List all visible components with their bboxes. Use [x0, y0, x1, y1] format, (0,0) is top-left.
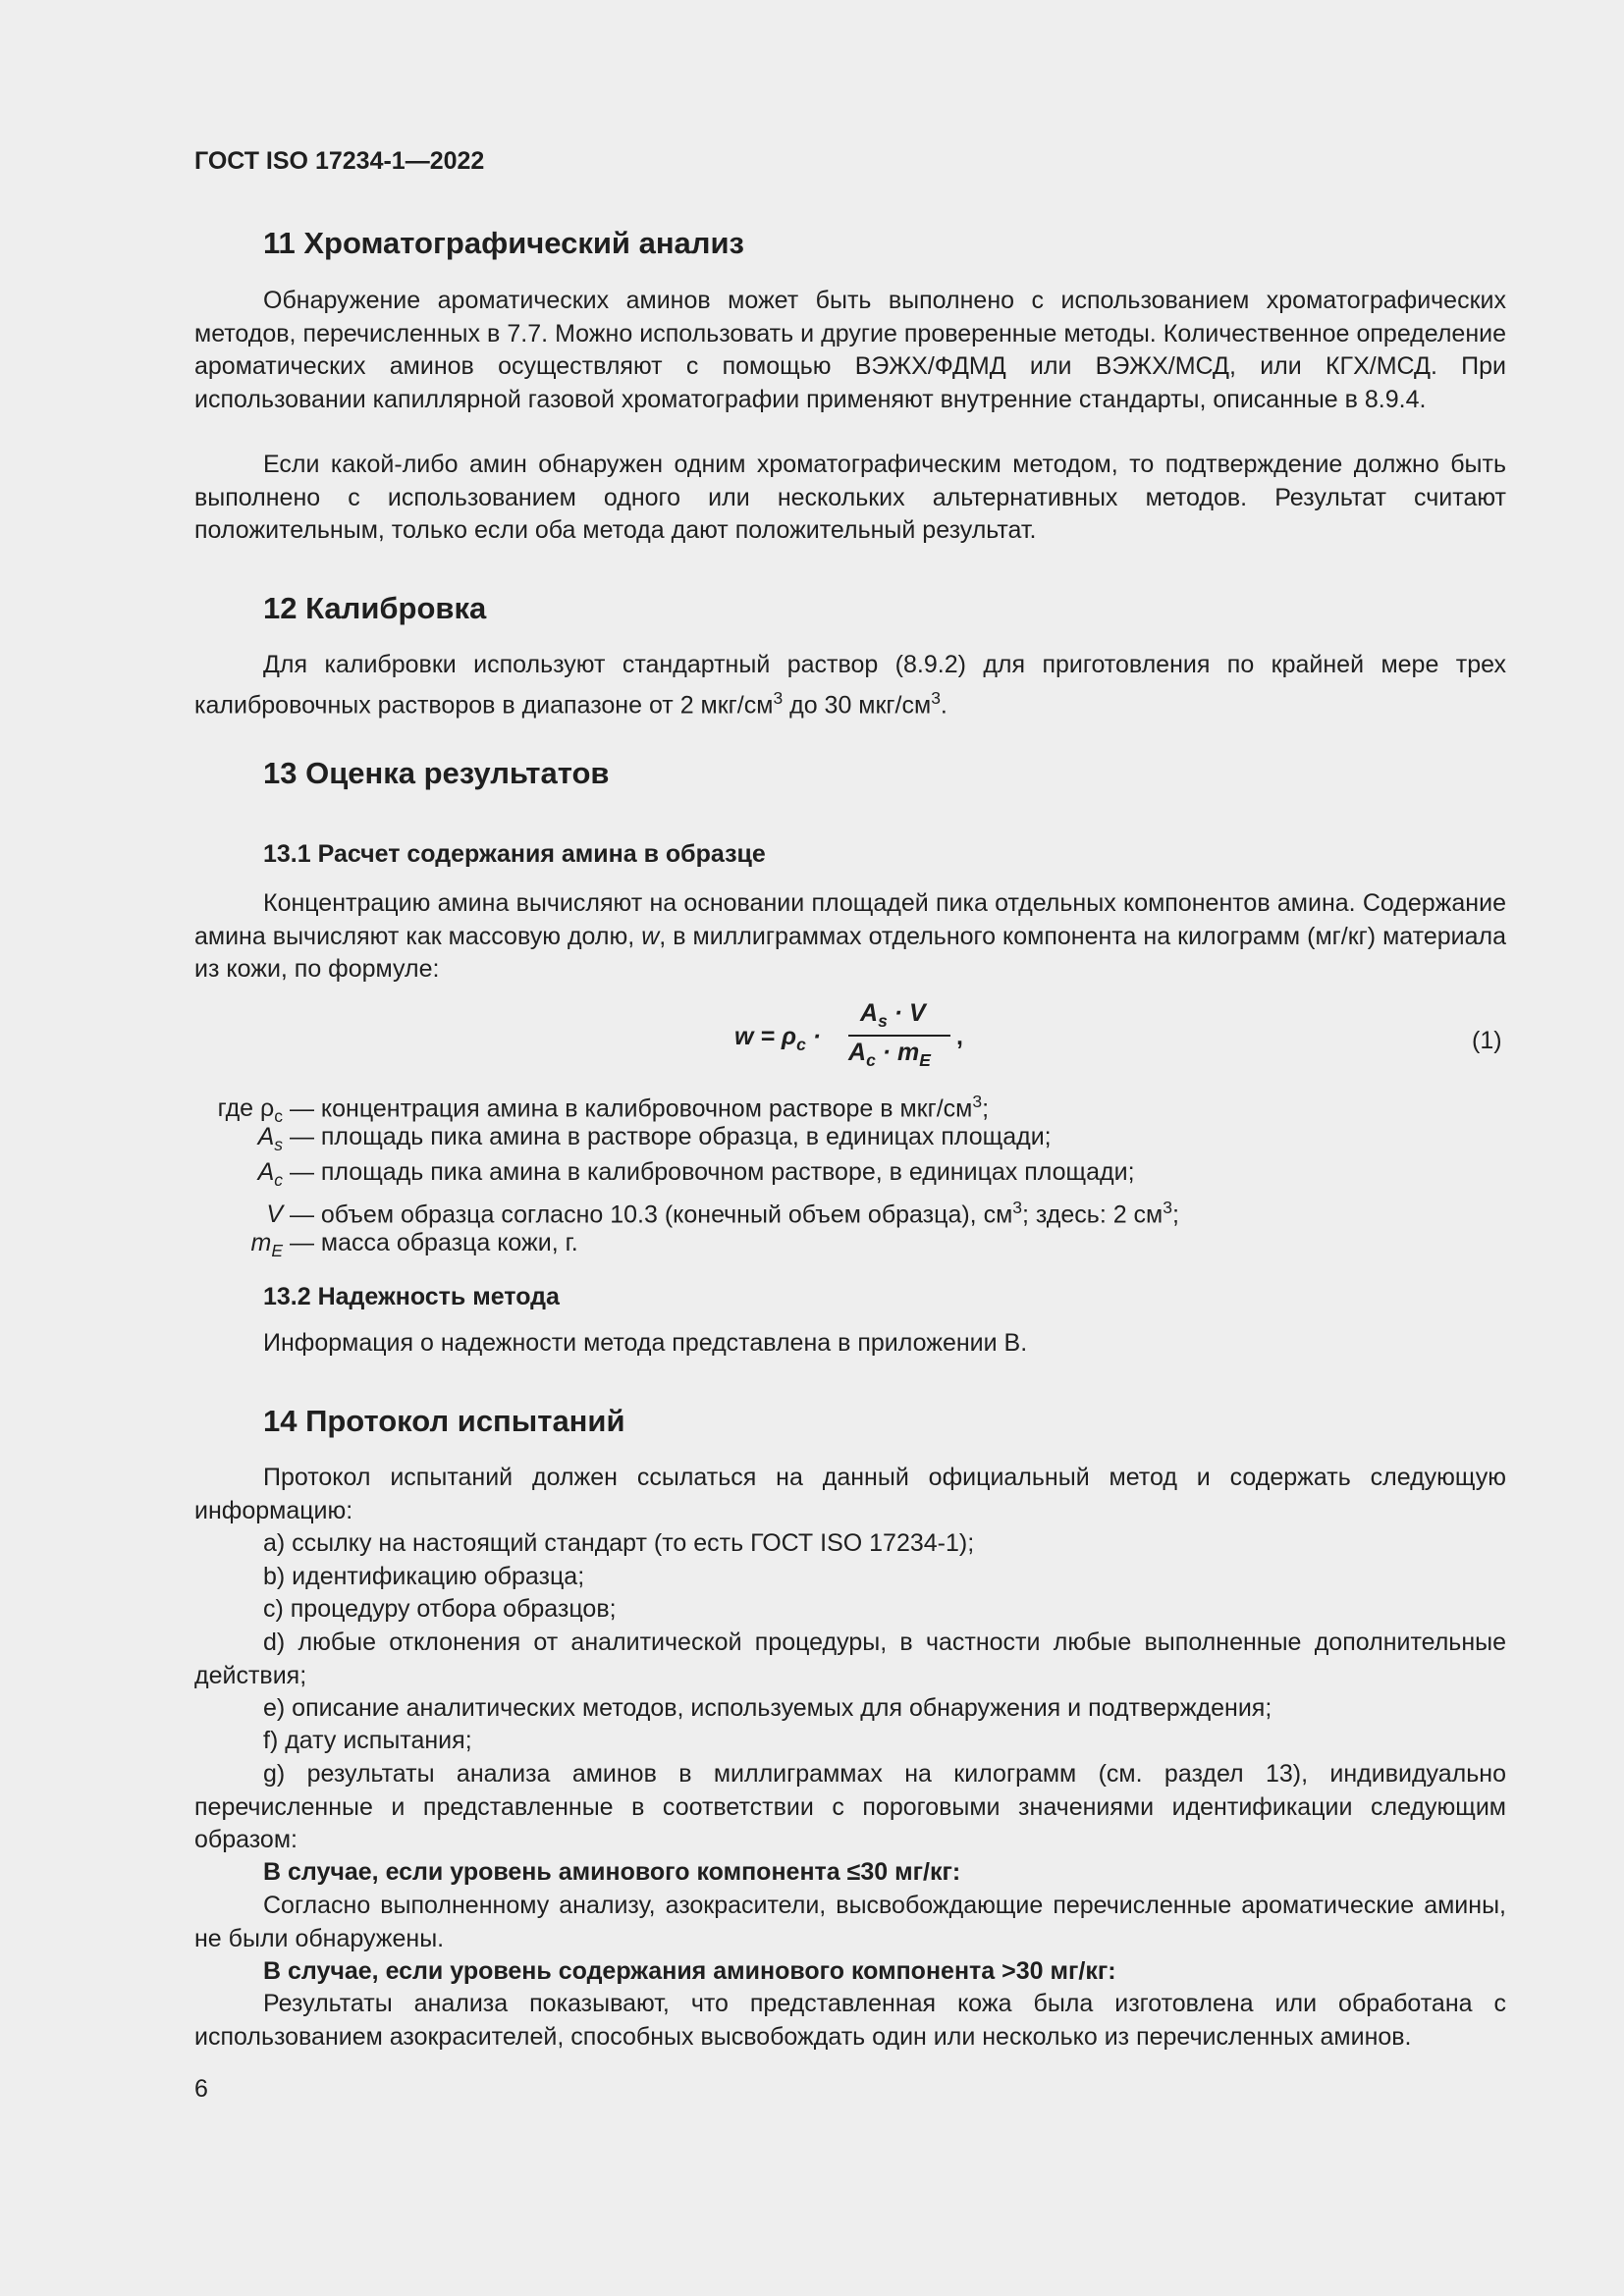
where-row-me: $m_E$ — масса образца кожи, г. [250, 1229, 578, 1260]
formula-lhs: $w = \rho_c$ · [734, 1023, 822, 1054]
case-2-title: В случае, если уровень содержания аминового компонента >30 мг/кг: [263, 1957, 1116, 1985]
case-1-text: Согласно выполненному анализу, азокрасители, высвобождающие перечисленные ароматические амины, не были обнаружены. [194, 1892, 1506, 1952]
section-13-2-paragraph: Информация о надежности метода представлена в приложении В. [263, 1329, 1028, 1357]
section-14-intro: Протокол испытаний должен ссылаться на данный официальный метод и содержать следующую информацию: [194, 1464, 1506, 1524]
formula-numerator: $A_s \cdot V$ [860, 999, 926, 1031]
list-item: a) ссылку на настоящий стандарт (то есть ГОСТ ISO 17234-1); [263, 1529, 975, 1557]
section-12-paragraph: Для калибровки используют стандартный раствор (8.9.2) для приготовления по крайней мере трех калибровочных растворов в диапазоне от 2 мкг/$см^3$ до 30 мкг/$см^3$. [194, 651, 1506, 719]
formula-1 [734, 999, 990, 1078]
list-item: e) описание аналитических методов, используемых для обнаружения и подтверждения; [263, 1694, 1272, 1722]
list-item: d) любые отклонения от аналитической процедуры, в частности любые выполненные дополнительные действия; [194, 1629, 1506, 1689]
where-row-v: V — объем образца согласно 10.3 (конечный объем образца), $см^3$; здесь: 2 $см^3$; [266, 1198, 1179, 1229]
page-number: 6 [194, 2075, 208, 2103]
list-item: f) дату испытания; [263, 1727, 472, 1754]
section-14-title: 14 Протокол испытаний [263, 1404, 625, 1438]
section-13-2-title: 13.2 Надежность метода [263, 1283, 560, 1310]
fraction-bar [848, 1035, 950, 1037]
section-11-paragraph-2: Если какой-либо амин обнаружен одним хроматографическим методом, то подтверждение должно быть выполнено с использованием одного или нескольких альтернативных методов. Результат считают положительным, только если оба метода дают положительный результат. [194, 451, 1506, 544]
document-code-header: ГОСТ ISO 17234-1—2022 [194, 147, 485, 175]
where-row-ac: $A_c$ — площадь пика амина в калибровочном растворе, в единицах площади; [257, 1158, 1135, 1190]
section-11-paragraph-1: Обнаружение ароматических аминов может быть выполнено с использованием хроматографических методов, перечисленных в 7.7. Можно использовать и другие проверенные методы. Количественное определение ароматических аминов осуществляют с помощью ВЭЖХ/ФДМД или ВЭЖХ/МСД, или КГХ/МСД. При использовании капиллярной газовой хроматографии применяют внутренние стандарты, описанные в 8.9.4. [194, 287, 1506, 413]
section-13-1-title: 13.1 Расчет содержания амина в образце [263, 840, 766, 868]
case-1-title: В случае, если уровень аминового компонента ≤30 мг/кг: [263, 1858, 961, 1886]
section-13-1-paragraph: Концентрацию амина вычисляют на основании площадей пика отдельных компонентов амина. Содержание амина вычисляют как массовую долю, w, в миллиграммах отдельного компонента на килограмм (мг/кг) материала из кожи, по формуле: [194, 889, 1506, 983]
formula-comma: , [956, 1023, 963, 1050]
where-row-as: $A_s$ — площадь пика амина в растворе образца, в единицах площади; [257, 1123, 1052, 1154]
case-2-text: Результаты анализа показывают, что представленная кожа была изготовлена или обработана с использованием азокрасителей, способных высвобождать один или несколько из перечисленных аминов. [194, 1990, 1506, 2051]
list-item: g) результаты анализа аминов в миллиграммах на килограмм (см. раздел 13), индивидуально перечисленные и представленные в соответствии с пороговыми значениями идентификации следующим образом: [194, 1760, 1506, 1853]
section-12-title: 12 Калибровка [263, 591, 487, 625]
where-row-rho: где $\rho_c$ — концентрация амина в калибровочном растворе в мкг/$см^3$; [217, 1092, 990, 1127]
list-item: c) процедуру отбора образцов; [263, 1595, 617, 1623]
formula-denominator: $A_c \cdot m_E$ [848, 1039, 931, 1070]
equation-number: (1) [1472, 1027, 1502, 1054]
section-11-title: 11 Хроматографический анализ [263, 226, 744, 260]
section-13-title: 13 Оценка результатов [263, 756, 610, 790]
list-item: b) идентификацию образца; [263, 1563, 585, 1590]
